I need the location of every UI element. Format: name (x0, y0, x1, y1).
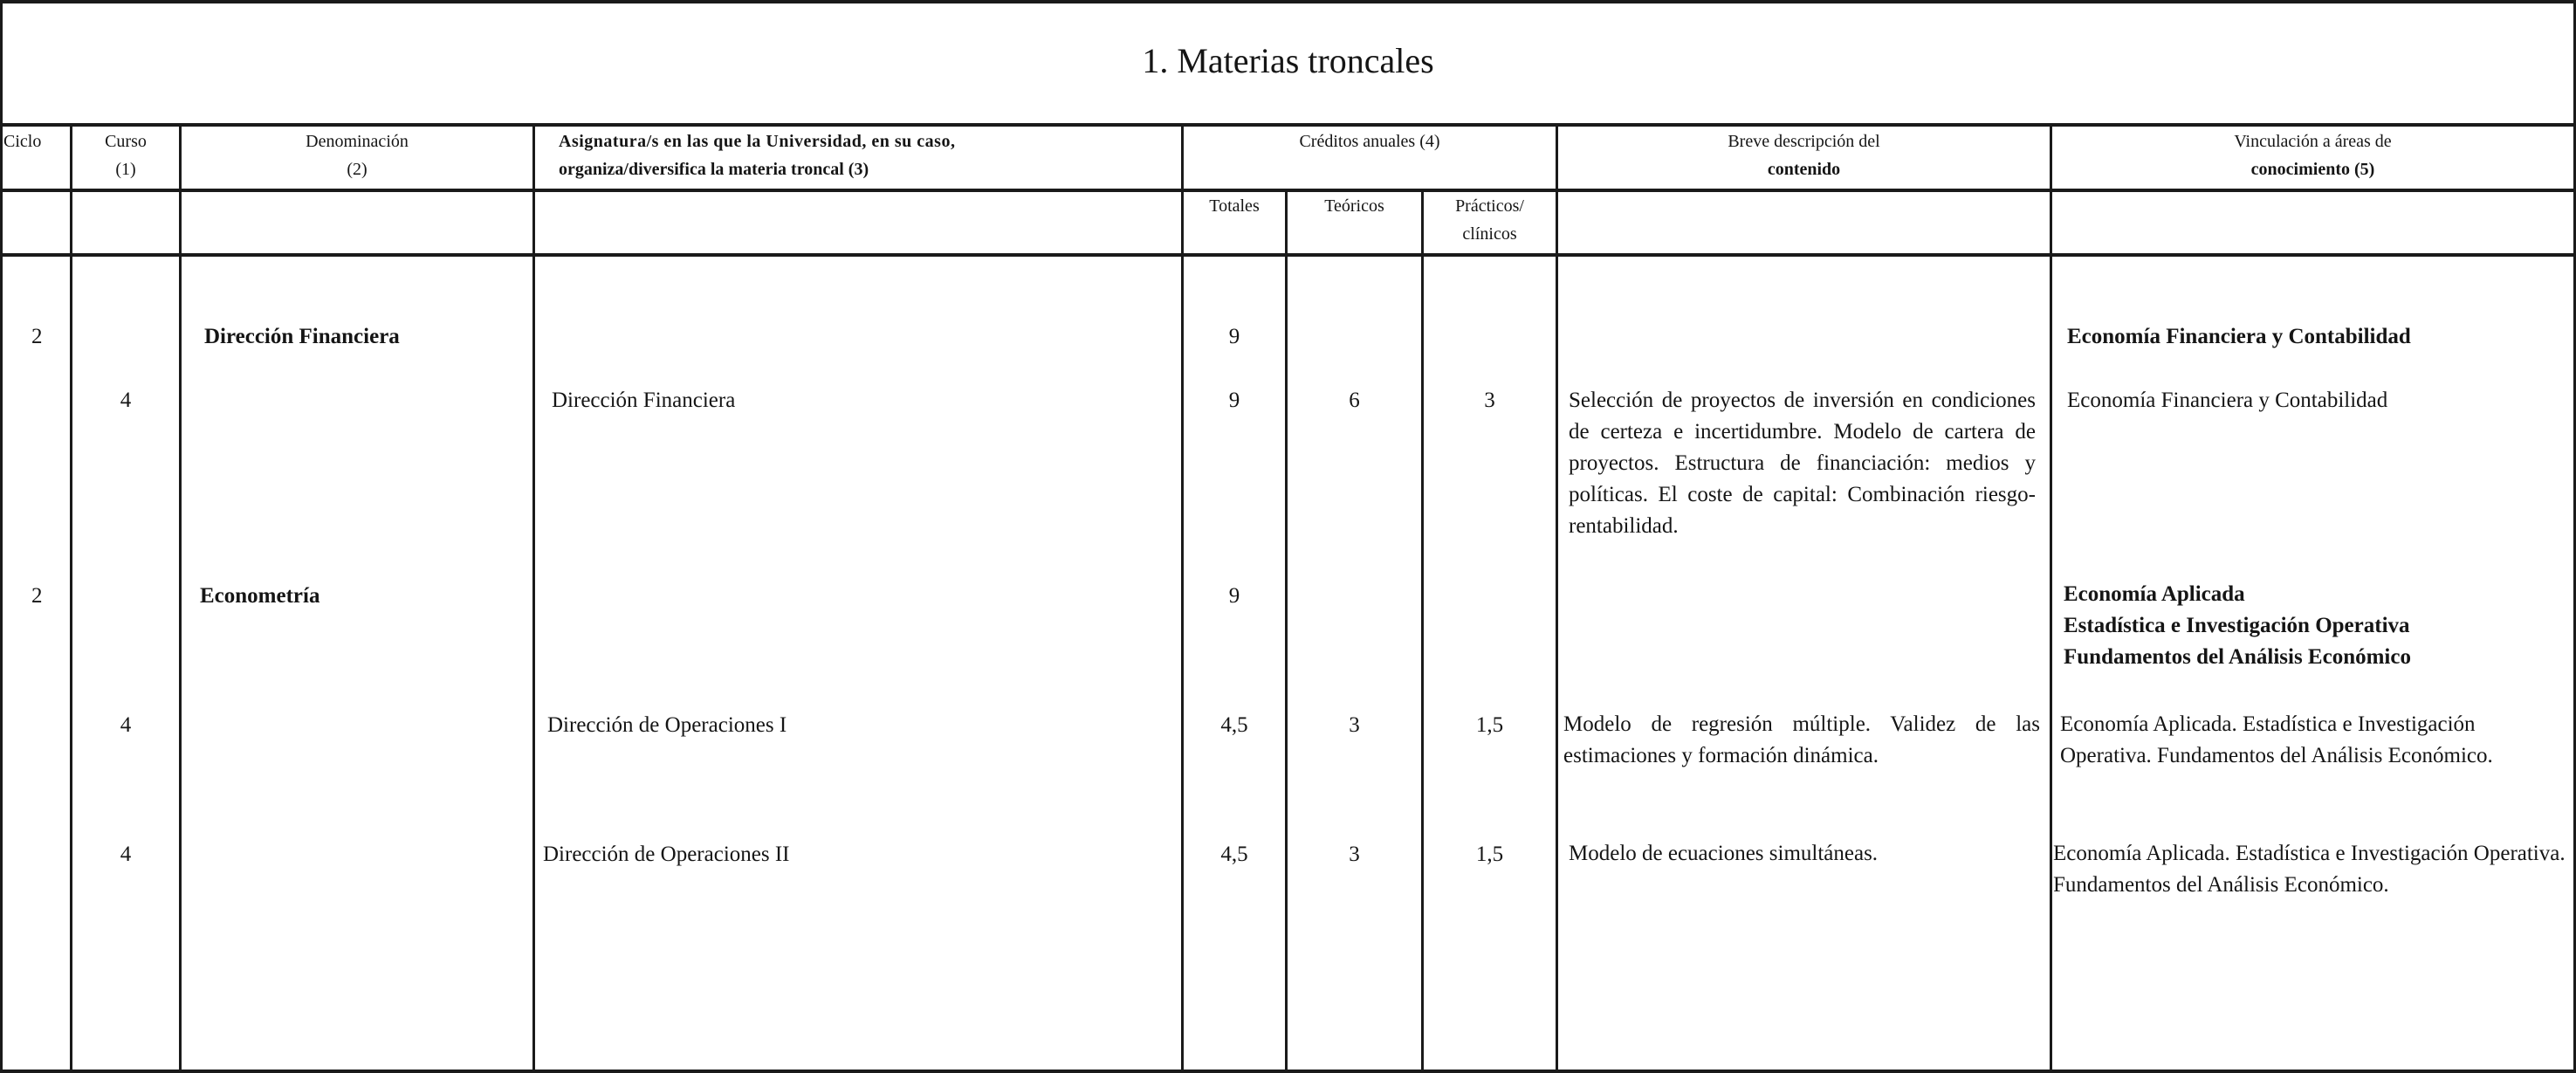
row3-area-2: Estadística e Investigación Operativa (2064, 614, 2410, 637)
header-vinculacion: Vinculación a áreas de (2234, 132, 2392, 151)
row2-practicos: 3 (1484, 389, 1495, 412)
col-divider-curso (179, 123, 182, 1073)
header-denominacion: Denominación (306, 132, 409, 151)
header-bottom-rule (0, 189, 2576, 192)
header-teoricos: Teóricos (1324, 196, 1384, 216)
col-divider-creditos (1556, 123, 1558, 1073)
title-bottom-rule (0, 123, 2576, 127)
header-curso-note: (1) (115, 160, 136, 179)
header-creditos-anuales: Créditos anuales (4) (1299, 132, 1440, 151)
row2-teoricos: 6 (1349, 389, 1360, 412)
row2-totales: 9 (1228, 389, 1240, 412)
header-asignatura: Asignatura/s en las que la Universidad, en su caso, (559, 132, 956, 151)
table-bottom-border (0, 1070, 2576, 1073)
row2-area: Economía Financiera y Contabilidad (2067, 389, 2388, 412)
row5-descripcion: Modelo de ecuaciones simultáneas. (1569, 842, 1879, 865)
row5-asignatura: Dirección de Operaciones II (543, 843, 790, 866)
row4-descripcion: Modelo de regresión múltiple. Validez de las estimaciones y formación dinámica. (1563, 712, 2040, 767)
row3-area-3: Fundamentos del Análisis Económico (2064, 645, 2411, 669)
row4-totales: 4,5 (1220, 713, 1248, 737)
header-descripcion-note: contenido (1767, 160, 1841, 179)
row1-area: Economía Financiera y Contabilidad (2067, 325, 2411, 348)
row4-asignatura: Dirección de Operaciones I (547, 713, 787, 737)
row4-teoricos: 3 (1349, 713, 1360, 737)
header-vinculacion-note: conocimiento (5) (2250, 160, 2375, 179)
header-curso: Curso (105, 132, 147, 151)
header-denominacion-note: (2) (347, 160, 368, 179)
header-practicos: Prácticos/ (1455, 196, 1524, 216)
table-left-border (0, 0, 3, 1073)
header-ciclo: Ciclo (3, 132, 42, 151)
row3-totales: 9 (1228, 584, 1240, 608)
row1-ciclo: 2 (31, 325, 43, 348)
row5-totales: 4,5 (1220, 843, 1248, 866)
row4-area: Economía Aplicada. Estadística e Investigación Operativa. Fundamentos del Análisis Económico. (2060, 712, 2493, 767)
col-divider-denominacion (532, 123, 535, 1073)
header-asignatura-note: organiza/diversifica la materia troncal (3) (559, 160, 869, 179)
row5-teoricos: 3 (1349, 843, 1360, 866)
row3-area-1: Economía Aplicada (2064, 582, 2245, 606)
col-divider-descripcion (2050, 123, 2052, 1073)
subheader-bottom-rule (0, 253, 2576, 257)
row2-asignatura: Dirección Financiera (552, 389, 736, 412)
row3-denominacion: Econometría (200, 584, 320, 608)
col-divider-totales (1285, 189, 1288, 1073)
row5-curso: 4 (120, 843, 132, 866)
row4-practicos: 1,5 (1475, 713, 1504, 737)
row4-curso: 4 (120, 713, 132, 737)
row5-area: Economía Aplicada. Estadística e Investigación Operativa. Fundamentos del Análisis Económico. (2053, 842, 2566, 897)
header-practicos-note: clínicos (1462, 224, 1517, 244)
header-totales: Totales (1209, 196, 1260, 216)
row2-descripcion: Selección de proyectos de inversión en condiciones de certeza e incertidumbre. Modelo de cartera de proyectos. Estructura de financiación: medios y políticas. El coste de capital: Combinación riesgo-rentabilidad. (1569, 389, 2036, 538)
table-top-border (0, 0, 2576, 3)
row5-practicos: 1,5 (1475, 843, 1504, 866)
row3-ciclo: 2 (31, 584, 43, 608)
row2-curso: 4 (120, 389, 132, 412)
col-divider-ciclo (70, 123, 72, 1073)
table-title: 1. Materias troncales (1142, 41, 1434, 80)
row1-totales: 9 (1228, 325, 1240, 348)
col-divider-teoricos (1421, 189, 1424, 1073)
header-descripcion: Breve descripción del (1728, 132, 1880, 151)
row1-denominacion: Dirección Financiera (204, 325, 400, 348)
